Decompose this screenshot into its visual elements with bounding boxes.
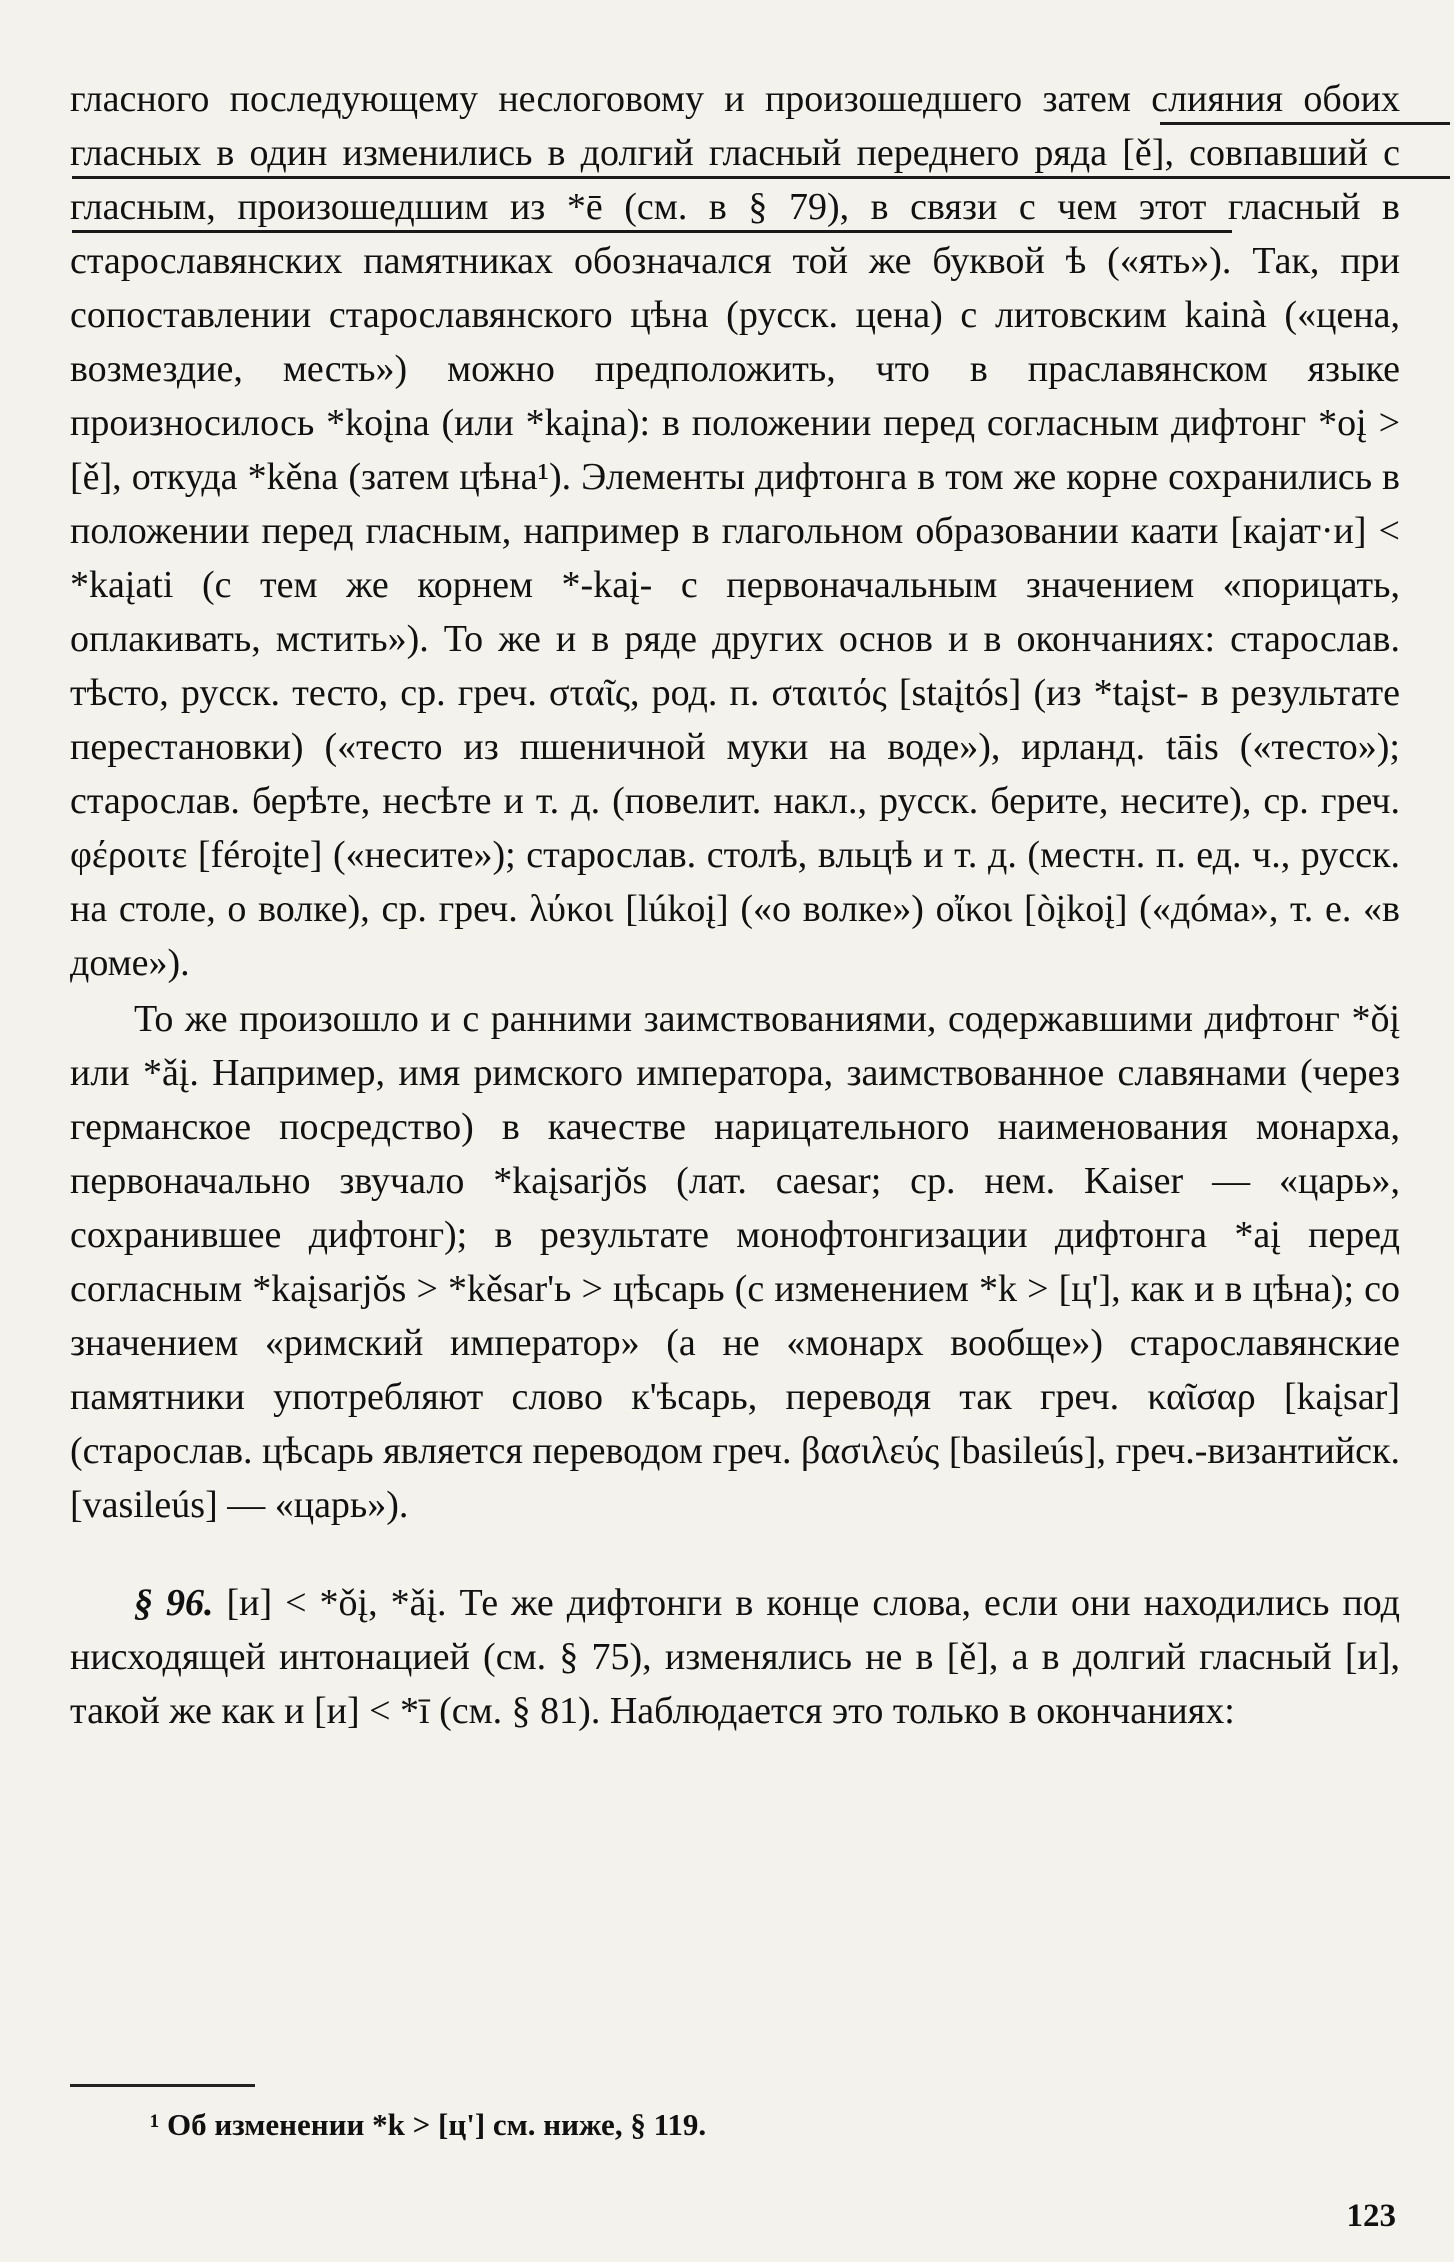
pen-underline-1 [1160,122,1450,125]
paragraph-loanwords: То же произошло и с ранними заимствованиями, содержавшими дифтонг *ǒį или *ǎį. Например, имя римского императора, заимствованное славянами (через германское посредство) в качестве нарицательного наименования монарха, первоначально звучало *kaįsarjŏs (лат. caesar; ср. нем. Kaiser — «царь», сохранившее дифтонг); в результате монофтонгизации дифтонга *aį перед согласным *kaįsarjŏs > *kěsar'ь > цѣсарь (с изменением *k > [ц'], как и в цѣна); со значением «римский император» (а не «монарх вообще») старославянские памятники употребляют слово к'ѣсарь, переводя так греч. καῖσαρ [kaįsar] (старослав. цѣсарь является переводом греч. βασιλεύς [basileús], греч.-византийск. [vasileús] — «царь»). [70,998,1400,1526]
section-96 [70,1576,1400,1738]
section-number: § 96. [134,1582,214,1624]
footnote-rule [70,2084,255,2087]
pen-underline-3 [72,230,1232,233]
page-body [70,72,1400,1738]
section-text: [и] < *ǒį, *ǎį. Те же дифтонги в конце слова, если они находились под нисходящей интонацией (см. § 75), изменялись не в [ě], а в долгий гласный [и], такой же как и [и] < *ī (см. § 81). Наблюдается это только в окончаниях: [70,1582,1401,1732]
pen-underline-2 [72,176,1450,179]
footnote: ¹ Об изменении *k > [ц'] см. ниже, § 119. [150,2107,707,2142]
page-number: 123 [1346,2198,1396,2234]
paragraph-continued: гласного последующему неслоговому и произошедшего затем слияния обоих гласных в один изменились в долгий гласный переднего ряда [ě], совпавший с гласным, произошедшим из *ē (см. в § 79), в связи с чем этот гласный в старославянских памятниках обозначался той же буквой ѣ («ять»). Так, при сопоставлении старославянского цѣна (русск. цена) с литовским kainà («цена, возмездие, месть») можно предположить, что в праславянском языке произносилось *koįna (или *kaįna): в положении перед согласным дифтонг *oį > [ě], откуда *kěna (затем цѣна¹). Элементы дифтонга в том же корне сохранились в положении перед гласным, например в глагольном образовании каати [каjат·и] < *kaįati (с тем же корнем *-kaį- с первоначальным значением «порицать, оплакивать, мстить»). То же и в ряде других основ и в окончаниях: старослав. тѣсто, русск. тесто, ср. греч. σταῖς, род. п. σταιτός [staįtós] (из *taįst- в результате перестановки) («тесто из пшеничной муки на воде»), ирланд. tāis («тесто»); старослав. берѣте, несѣте и т. д. (повелит. накл., русск. берите, несите), ср. греч. φέροιτε [féroįte] («несите»); старослав. столѣ, вльцѣ и т. д. (местн. п. ед. ч., русск. на столе, о волке), ср. греч. λύκοι [lúkoį] («о волке») οἴκοι [òįkoį] («дóма», т. е. «в доме»). [70,78,1400,984]
